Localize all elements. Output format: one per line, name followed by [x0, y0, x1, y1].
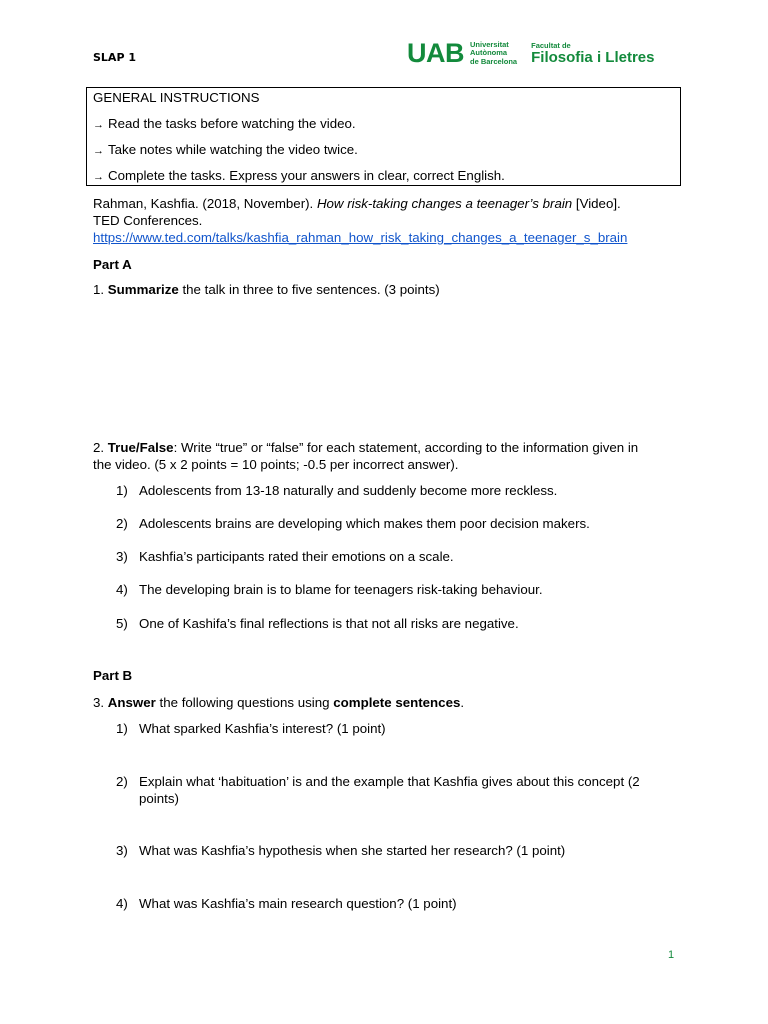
general-instructions-box	[86, 87, 681, 186]
statement-text: Kashfia’s participants rated their emotions on a scale.	[139, 549, 454, 564]
instruction-item	[93, 142, 358, 157]
question-text: .	[460, 695, 465, 710]
statement-number: 4)	[116, 582, 128, 597]
instruction-text: Complete the tasks. Express your answers in clear, correct English.	[108, 168, 505, 183]
question-2-line-2: the video. (5 x 2 points = 10 points; -0.5 per incorrect answer).	[93, 457, 459, 472]
statement-number: 2)	[116, 516, 128, 531]
instruction-text: Read the tasks before watching the video.	[108, 116, 356, 131]
logo-faculty	[531, 40, 654, 66]
arrow-icon: →	[93, 171, 104, 183]
question-text: the talk in three to five sentences. (3 points)	[178, 282, 440, 297]
citation-url-link[interactable]: https://www.ted.com/talks/kashfia_rahman_how_risk_taking_changes_a_teenager_s_brain	[93, 230, 628, 245]
question-keyword: Summarize	[107, 282, 179, 297]
question-3	[93, 695, 464, 710]
question-text: the following questions using	[155, 695, 334, 710]
question-keyword: Answer	[107, 695, 156, 710]
logo-uni-line: de Barcelona	[470, 56, 518, 66]
question-number: 2.	[93, 440, 108, 455]
citation-publisher: TED Conferences.	[93, 213, 203, 228]
instructions-title: GENERAL INSTRUCTIONS	[93, 90, 260, 105]
arrow-icon: →	[93, 119, 104, 131]
citation-url-line	[93, 230, 627, 245]
instruction-item	[93, 116, 356, 131]
question-keyword: True/False	[107, 440, 174, 455]
question-item-text: What was Kashfia’s main research question? (1 point)	[139, 896, 457, 911]
statement-text: Adolescents brains are developing which makes them poor decision makers.	[139, 516, 590, 531]
logo-faculty-name: Filosofia i Lletres	[531, 49, 655, 66]
logo-faculty-prefix: Facultat de	[531, 41, 571, 50]
question-item-text: What sparked Kashfia’s interest? (1 point)	[139, 721, 386, 736]
instruction-text: Take notes while watching the video twice.	[108, 142, 358, 157]
question-number: 3.	[93, 695, 108, 710]
question-item-number: 4)	[116, 896, 128, 911]
citation-author-date: Rahman, Kashfia. (2018, November).	[93, 196, 317, 211]
question-item-text: points)	[139, 791, 179, 806]
document-code: SLAP 1	[93, 51, 136, 64]
arrow-icon: →	[93, 145, 104, 157]
question-number: 1.	[93, 282, 108, 297]
part-a-heading: Part A	[93, 257, 132, 272]
statement-text: One of Kashifa’s final reflections is that not all risks are negative.	[139, 616, 519, 631]
uab-logo	[407, 40, 654, 66]
page-number: 1	[668, 949, 675, 961]
statement-text: Adolescents from 13-18 naturally and suddenly become more reckless.	[139, 483, 558, 498]
citation-title: How risk-taking changes a teenager’s brain	[316, 196, 573, 211]
question-item-number: 1)	[116, 721, 128, 736]
logo-uni-line: Autònoma	[470, 48, 508, 58]
statement-number: 1)	[116, 483, 128, 498]
citation-line	[93, 196, 621, 211]
question-item-number: 3)	[116, 843, 128, 858]
question-item-number: 2)	[116, 774, 128, 789]
statement-number: 3)	[116, 549, 128, 564]
question-1	[93, 282, 440, 297]
statement-number: 5)	[116, 616, 128, 631]
statement-text: The developing brain is to blame for teenagers risk-taking behaviour.	[139, 582, 543, 597]
question-keyword: complete sentences	[333, 695, 461, 710]
citation-medium: [Video].	[572, 196, 621, 211]
logo-uab-text: UAB	[407, 38, 464, 68]
question-2-line-1	[93, 440, 638, 455]
instruction-item	[93, 168, 505, 183]
question-text: : Write “true” or “false” for each statement, according to the information given in	[173, 440, 639, 455]
logo-uni-line: Universitat	[470, 40, 509, 49]
question-item-text: Explain what ‘habituation’ is and the example that Kashfia gives about this concept (2	[139, 774, 640, 789]
part-b-heading: Part B	[93, 668, 133, 683]
question-item-text: What was Kashfia’s hypothesis when she started her research? (1 point)	[139, 843, 566, 858]
logo-university-name	[470, 41, 517, 66]
